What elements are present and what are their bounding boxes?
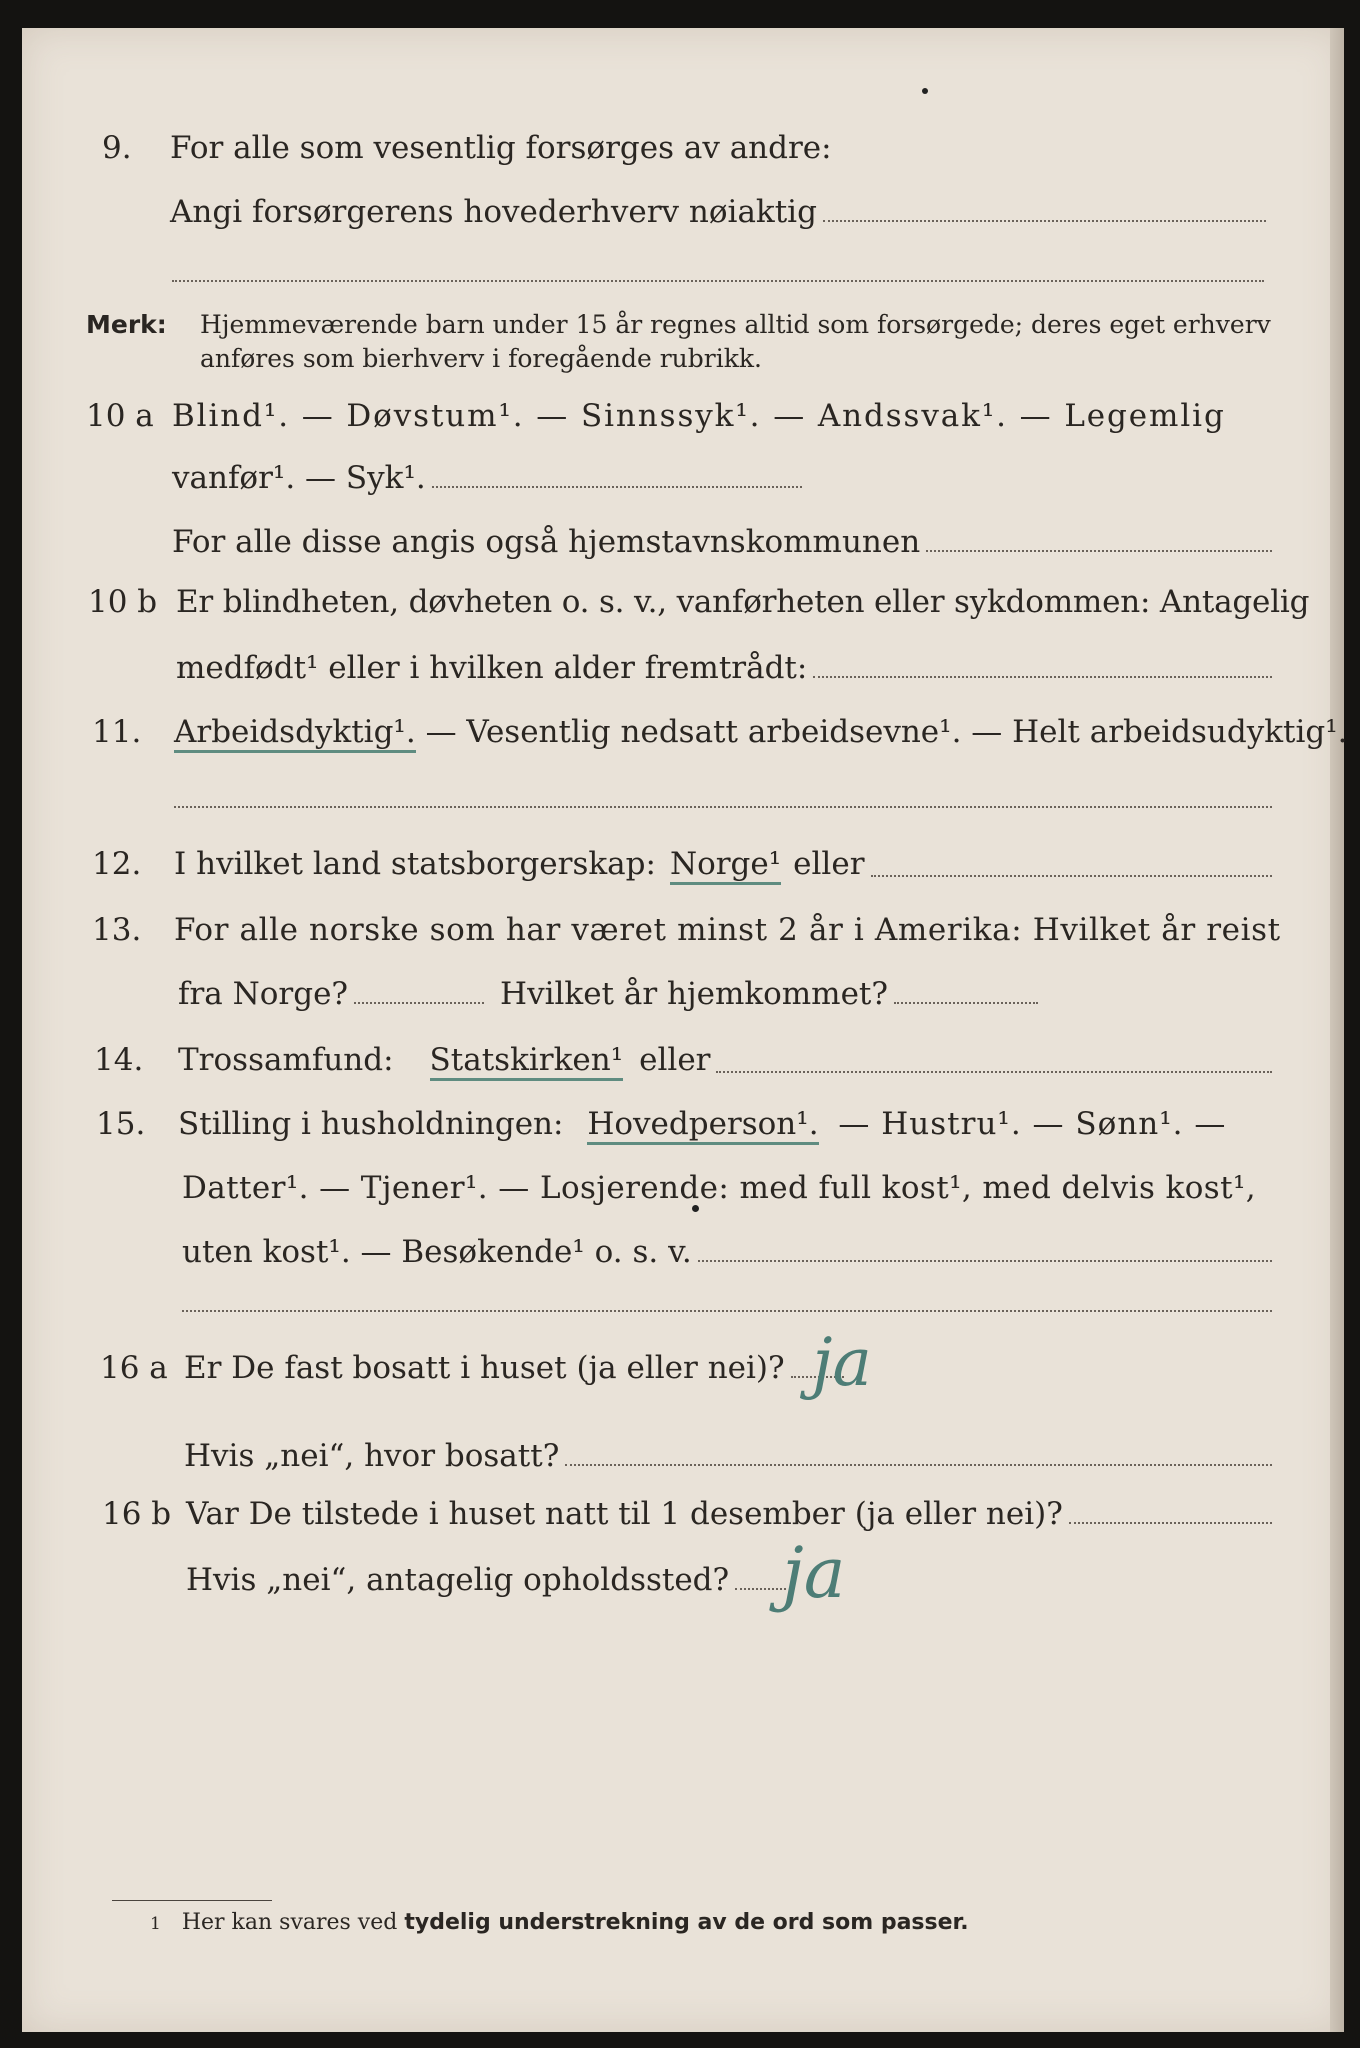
question-text: Angi forsørgerens hovederhverv nøiaktig xyxy=(170,194,817,230)
form-page xyxy=(22,28,1348,2032)
question-text: Hvilket år hjemkommet? xyxy=(500,976,889,1012)
answer-line[interactable] xyxy=(894,1002,1038,1004)
question-number: 12. xyxy=(92,846,142,882)
question-16b-line2 xyxy=(186,1562,786,1598)
answer-line[interactable] xyxy=(813,676,1272,678)
question-number: 10 b xyxy=(88,584,158,620)
question-text: Hvis „nei“, antagelig opholdssted? xyxy=(186,1562,730,1598)
question-13-line2 xyxy=(178,976,1038,1012)
ink-speck xyxy=(692,1205,699,1212)
question-row xyxy=(186,1496,1272,1532)
footnote-bold-text: tydelig understrekning av de ord som passer. xyxy=(404,1910,969,1935)
footnote-rule xyxy=(112,1900,272,1901)
question-text: uten kost¹. — Besøkende¹ o. s. v. xyxy=(182,1234,692,1270)
question-number: 13. xyxy=(92,912,142,948)
question-text: Hvis „nei“, hvor bosatt? xyxy=(184,1438,560,1474)
question-row xyxy=(178,1106,1226,1142)
answer-line[interactable] xyxy=(926,550,1272,552)
answer-line[interactable] xyxy=(735,1588,786,1590)
question-text: eller xyxy=(793,846,865,882)
question-number: 10 a xyxy=(86,398,154,434)
answer-line[interactable] xyxy=(182,1310,1272,1312)
footnote xyxy=(150,1910,969,1935)
question-text: Stilling i husholdningen: xyxy=(178,1106,564,1142)
question-text: Er De fast bosatt i huset (ja eller nei)? xyxy=(184,1350,785,1386)
question-text: Blind¹. — Døvstum¹. — Sinnssyk¹. — Andssvak¹. — Legemlig xyxy=(172,398,1226,434)
answer-line[interactable] xyxy=(698,1260,1272,1262)
note-text: anføres som bierhverv i foregående rubrikk. xyxy=(200,344,762,373)
answer-line[interactable] xyxy=(823,220,1266,222)
question-16a-line2 xyxy=(184,1438,1272,1474)
question-text: Er blindheten, døvheten o. s. v., vanførheten eller sykdommen: Antagelig xyxy=(176,584,1310,620)
note xyxy=(86,310,167,339)
question-10b-line2 xyxy=(176,650,1272,686)
option-selected[interactable]: Arbeidsdyktig¹. xyxy=(174,714,416,753)
question-9-line2 xyxy=(170,194,1266,230)
question-row xyxy=(178,1042,1272,1081)
answer-line[interactable] xyxy=(172,280,1264,282)
question-10a-line3 xyxy=(172,524,1272,560)
question-10a-line2 xyxy=(172,460,802,496)
question-number: 11. xyxy=(92,714,142,750)
handwritten-answer: ja xyxy=(812,1324,872,1401)
option-selected[interactable]: Statskirken¹ xyxy=(430,1042,624,1081)
question-text: Trossamfund: xyxy=(178,1042,394,1078)
answer-line[interactable] xyxy=(432,486,802,488)
question-number: 14. xyxy=(94,1042,144,1078)
question-text: — Vesentlig nedsatt arbeidsevne¹. — Helt arbeidsudyktig¹. xyxy=(425,714,1348,750)
question-text: fra Norge? xyxy=(178,976,349,1012)
option-selected[interactable]: Hovedperson¹. xyxy=(587,1106,818,1145)
answer-line[interactable] xyxy=(354,1002,484,1004)
question-text: Datter¹. — Tjener¹. — Losjerende: med full kost¹, med delvis kost¹, xyxy=(182,1170,1257,1206)
answer-line[interactable] xyxy=(174,806,1272,808)
note-text: Hjemmeværende barn under 15 år regnes alltid som forsørgede; deres eget erhverv xyxy=(200,310,1271,339)
handwritten-answer: ja xyxy=(782,1532,846,1614)
question-text: vanfør¹. — Syk¹. xyxy=(172,460,426,496)
question-15-line3 xyxy=(182,1234,1272,1270)
question-text: I hvilket land statsborgerskap: xyxy=(174,846,656,882)
question-text: For alle som vesentlig forsørges av andre: xyxy=(170,130,832,166)
question-text: Var De tilstede i huset natt til 1 desember (ja eller nei)? xyxy=(186,1496,1063,1532)
question-text: eller xyxy=(639,1042,711,1078)
question-number: 16 a xyxy=(100,1350,168,1386)
answer-line[interactable] xyxy=(716,1071,1272,1073)
question-text: For alle norske som har været minst 2 år i Amerika: Hvilket år reist xyxy=(174,912,1281,948)
question-number: 16 b xyxy=(102,1496,172,1532)
answer-line[interactable] xyxy=(871,875,1272,877)
question-number: 9. xyxy=(102,130,132,166)
answer-line[interactable] xyxy=(565,1464,1272,1466)
note-label: Merk: xyxy=(86,310,167,339)
question-number: 15. xyxy=(96,1106,146,1142)
page-edge xyxy=(1330,28,1344,2032)
ink-speck xyxy=(922,88,928,94)
question-options xyxy=(174,714,1348,750)
answer-line[interactable] xyxy=(1069,1522,1272,1524)
question-row xyxy=(184,1350,844,1386)
question-text: For alle disse angis også hjemstavnskommunen xyxy=(172,524,921,560)
footnote-mark: 1 xyxy=(150,1914,161,1934)
footnote-text: Her kan svares ved xyxy=(181,1910,398,1935)
option-selected[interactable]: Norge¹ xyxy=(670,846,781,885)
question-row xyxy=(174,846,1272,885)
question-text: — Hustru¹. — Sønn¹. — xyxy=(838,1106,1227,1142)
question-text: medfødt¹ eller i hvilken alder fremtrådt: xyxy=(176,650,808,686)
